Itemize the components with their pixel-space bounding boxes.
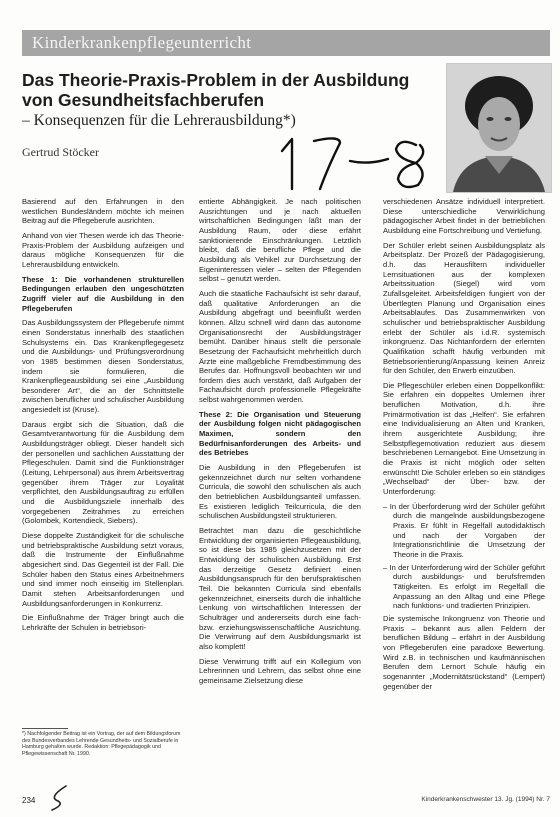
paragraph: Diese doppelte Zuständigkeit für die schulische und betriebspraktische Ausbildung setzt voraus, daß die Instrumente der Einflußnahme abgesichert sind. Das Gegenteil ist der Fall. Die Schüler haben den Status eines Arbeitnehmers und sind immer noch einseitig im Stellenplan. Damit stehen Arbeitsanforderungen und Ausbildungsanforderungen in Konkurrenz. — [22, 531, 184, 608]
text-column-1 — [22, 197, 184, 638]
paragraph: Anhand von vier Thesen werde ich das Theorie-Praxis-Problem der Ausbildung aufzeigen und daraus mögliche Konsequenzen für die Lehrerausbildung entwickeln. — [22, 230, 184, 269]
paragraph: Daraus ergibt sich die Situation, daß die Gesamtverantwortung für die Ausbildung dem Ausbildungsträger obliegt. Dieser handelt sich der personellen und sachlichen Ausstattung der Pflegeschulen. Damit sind die Funktionsträger (Leitung, Lehrpersonal) aus ihrem Arbeitsvertrag gegenüber ihrem Träger zur Loyalität verpflichtet, den Ausbildungsauftrag zu erfüllen und die Ausbildungsziele innerhalb des vorgegebenen Zeitrahmes zu erreichen (Golombek, Kortendieck, Siebers). — [22, 419, 184, 526]
paragraph: Der Schüler erlebt seinen Ausbildungsplatz als Arbeitsplatz. Der Prozeß der Pädagogisierung, d.h. das Herausfiltern individueller Lernsituationen aus der komplexen Arbeitssituation (Siegel) wird vom Zufallsgeleitet. Arbeitsfeldigen fungiert von der Übertlegten Planung und Organisation eines Arbeitsablaufes. Das Zusammenwirken von schulischer und betriebspraktischer Ausbildung erlebt der Schüler als i.d.R. systemisch inkongruenz. Das Nichtanfordern der erlernten Qualifikation schafft häufig verbunden mit Betriebsorientierung/Anpassung keinen Anreiz für den Schüler, den Erwerb einzuüben. — [383, 240, 545, 376]
page-number: 234 — [22, 796, 36, 805]
journal-citation: Kinderkrankenschwester 13. Jg. (1994) Nr. 7 — [421, 796, 550, 803]
paragraph: Die Einflußnahme der Träger bringt auch die Lehrkräfte der Schulen in betriebsori- — [22, 613, 184, 632]
paragraph: Die Ausbildung in den Pflegeberufen ist gekennzeichnet durch nur selten vorhandene Curricula, die sowohl den schulischen als auch den betrieblichen Ausbildungsanteil umfassen. Es existieren lediglich Teilcurricula, die den schulischen Ausbildungsteil strukturieren. — [199, 463, 361, 521]
paragraph: Diese Verwirrung trifft auf ein Kollegium von Lehrerinnen und Lehrern, das selbst ohne eine gemeinsame Zielsetzung diese — [199, 656, 361, 685]
paragraph: Betrachtet man dazu die geschichtliche Entwicklung der organisierten Pflegeausbildung, so ist diese bis 1985 gleichzusetzen mit der Entwicklung der schulischen Ausbildung. Erst das derzeitige Gesetz definiert einen Ausbildungsanspruch für den berufspraktischen Teil. Die bekannten Curricula sind ebenfalls gekennzeichnet, einerseits durch die inhaltliche Lenkung von wirtschaftlichen Interessen der Schulträger und andererseits durch eine fach- bzw. erziehungswissenschaftliche Ausrichtung. Die Verwirrung auf dem Ausbildungsmarkt ist also komplett! — [199, 526, 361, 651]
list-item: – In der Überforderung wird der Schüler geführt durch die mangelnde ausbildungsbezogene Praxis. Er fühlt in Regelfall autodidaktisch und nach der Vorgaben der Integrationsrichtlinie die Umsetzung der Theorie in die Praxis. — [383, 501, 545, 559]
text-column-3 — [383, 197, 545, 696]
paragraph: Die systemische Inkongruenz von Theorie und Praxis – bekannt aus allen Feldern der beruflichen Bildung – erfährt in der Ausbildung von Pflegeberufen eine paradoxe Bewertung. Wird z.B. in technischen und kaufmännischen Berufen dem Lernort Schule häufig ein sogenannter „Modernitätsrückstand“ (Lempert) gegenüber der — [383, 613, 545, 691]
paragraph: entierte Abhängigkeit. Je nach politischen Ausrichtungen und je nach aktuellen wirtschaftlichen Bedingungen läßt man der Ausbildung Raum, oder diese erfährt sanktionierende Einschränkungen. Letztlich bleibt, daß die berufliche Pflege und die Ausbildung als Vehikel zur Durchsetzung der Eigeninteressen vieler – selten der Pflegenden selbst – genutzt werden. — [199, 197, 361, 284]
thesis-heading: These 2: Die Organisation und Steuerung der Ausbildung folgen nicht pädagogischen Maximen, sondern den Bedürfnisanforderungen des Arbeits- und des Betriebes — [199, 409, 361, 458]
list-item: – In der Unterforderung wird der Schüler geführt durch ausbildungs- und berufsfremden Tätigkeiten. Es erfolgt im Regelfall die Anpassung an den Alltag und eine Pflege nach funktions- und tradierten Prinzipien. — [383, 562, 545, 611]
handwritten-note — [268, 133, 438, 191]
section-banner — [22, 30, 550, 56]
paragraph: Auch die staatliche Fachaufsicht ist sehr darauf, daß qualitative Anforderungen an die Ausbildung abgefragt und beeinflußt werden können. Allzu schnell wird dann das autonome Organisationsrecht der Ausbildungsträger bemüht. Darüber hinaus stellt die personale Besetzung der Fachaufsicht mehrheitlich durch Ärzte eine maßgebliche Fremdbestimmung des Berufes dar. Hoffnungsvoll beobachten wir und fordern dies auch verstärkt, daß Aufgaben der Fachaufsicht durch professionelle Pflegekräfte selbst wahrgenommen werden. — [199, 288, 361, 405]
text-column-2 — [199, 197, 361, 691]
section-label: Kinderkrankenpflegeunterricht — [32, 33, 252, 52]
paragraph: verschiedenen Ansätze individuell interpretiert. Diese unterschiedliche Verwirklichung pädagogischer Arbeit findet in der betrieblichen Ausbildung eine Fortschreibung und Vertiefung. — [383, 197, 545, 235]
author-name: Gertrud Stöcker — [22, 145, 99, 159]
paragraph: Basierend auf den Erfahrungen in den westlichen Bundesländern möchte ich meinen Beitrag auf die Pflegeberufe ausrichten. — [22, 197, 184, 226]
handwritten-mark — [44, 784, 76, 812]
footnote: *) Nachfolgender Beitrag ist ein Vortrag, der auf dem Bildungsforum des Bundesverbandes Lehrende Gesundheits- und Sozialberufe in Hamburg gehalten wurde. Redaktion: Pflegepädagogik und Pflegewissenschaft Nr. 1990. — [22, 731, 181, 757]
thesis-heading: These 1: Die vorhandenen strukturellen Bedingungen erlauben den ungeschützten Zugriff vieler auf die Ausbildung in den Pflegeberufen — [22, 274, 184, 313]
article-title: Das Theorie-Praxis-Problem in der Ausbildung von Gesundheitsfachberufen — [22, 70, 410, 110]
footnote-rule — [22, 728, 68, 729]
paragraph: Die Pflegeschüler erleben einen Doppelkonflikt: Sie erfahren ein doppeltes Umlernen ihrer beruflichen Motivation, d.h. ihre Primärmotivation ist das „Helfen“. Sie erfahren eine Individualisierung an Alten und Kranken, ihrem ausgerichtete Ausbildung; ihre Selbstpflegemotivation reduziert aus diesem beschriebenen Lernangebot. Eine Umsetzung in die Praxis ist nicht möglich oder selten erwünscht! Die Schüler erleben so ein ständiges „Wechselbad“ der Über- bzw. der Unterforderung: — [383, 380, 545, 497]
paragraph: Das Ausbildungssystem der Pflegeberufe nimmt einen Sonderstatus innerhalb des staatlichen Schulsystems ein. Das Krankenpflegegesetz und die Ausbildungs- und Prüfungsverordnung von 1985 bestimmen diesen Sonderstatus, indem sie formulieren, die Krankenpflegeausbildung sei eine „Ausbildung besonderer Art“, die an der Schnittstelle zwischen beruflicher und schulischer Ausbildung angesiedelt ist (Kruse). — [22, 318, 184, 415]
article-subtitle: – Konsequenzen für die Lehrerausbildung*) — [22, 112, 296, 129]
author-photo — [446, 63, 552, 193]
